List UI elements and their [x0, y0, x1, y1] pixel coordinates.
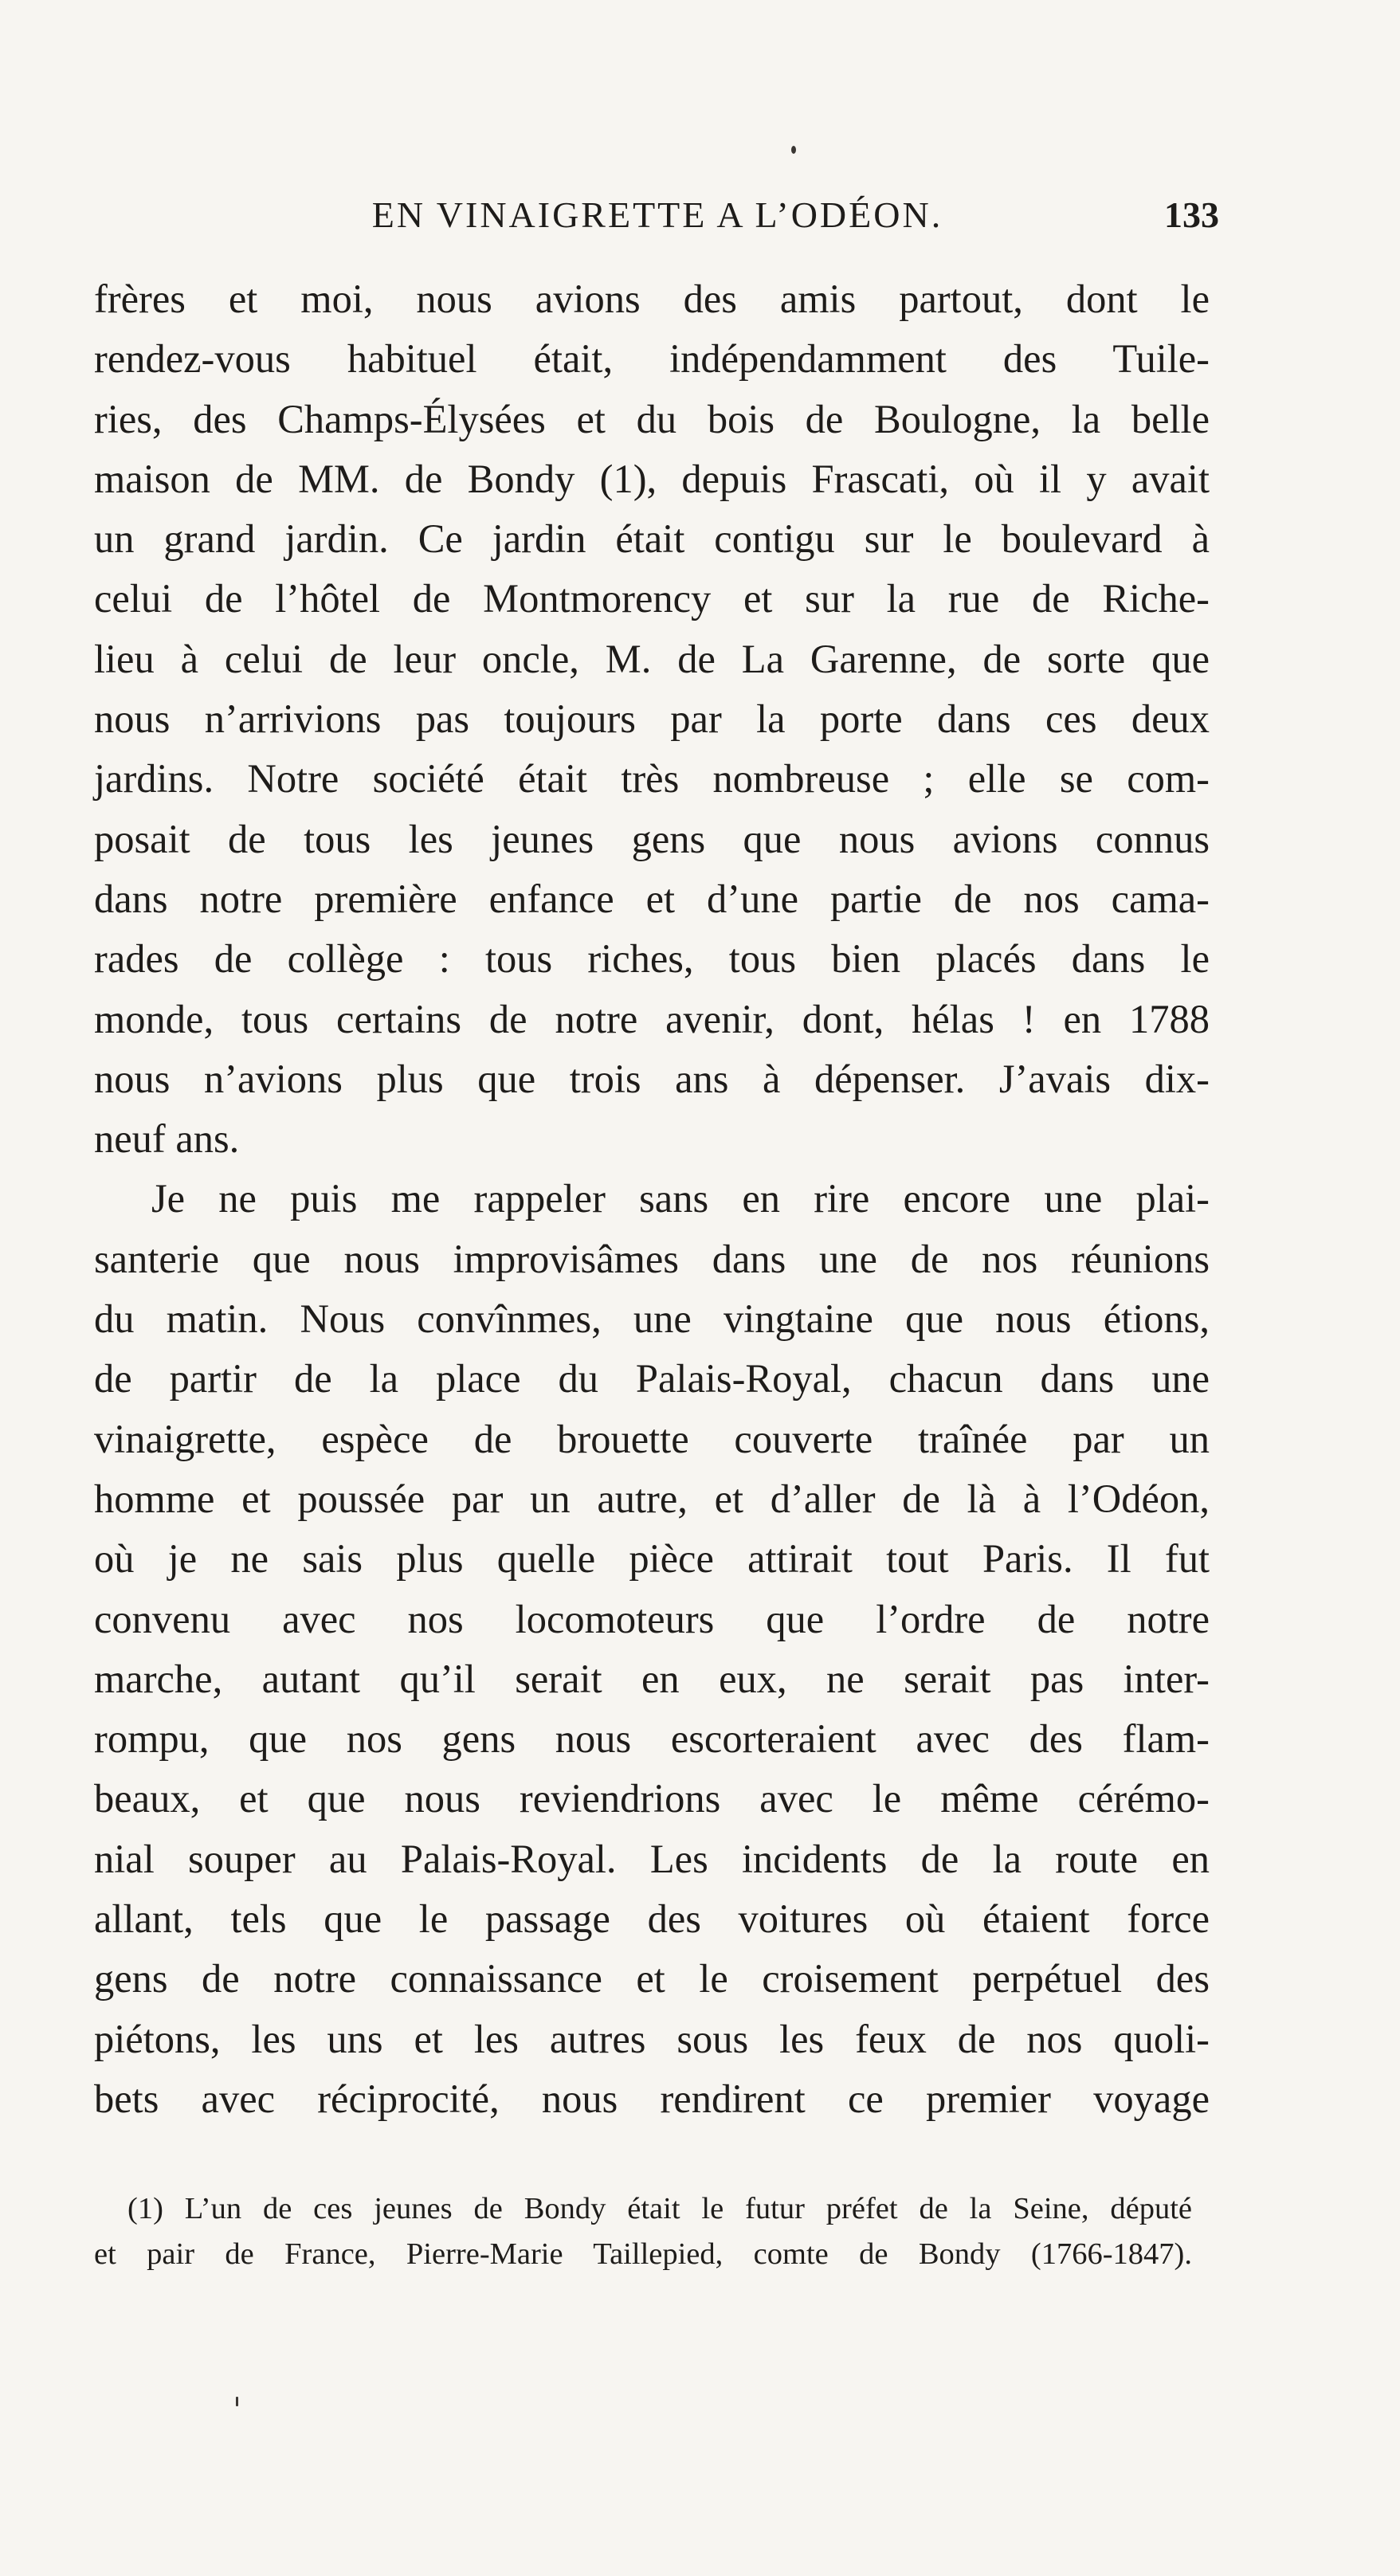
- text-line: lieu à celui de leur oncle, M. de La Garenne, de sorte que: [94, 636, 1210, 681]
- text-line: posait de tous les jeunes gens que nous avions connus: [94, 816, 1210, 861]
- text-line: ries, des Champs-Élysées et du bois de Boulogne, la belle: [94, 396, 1210, 441]
- text-line: jardins. Notre société était très nombreuse ; elle se com-: [94, 756, 1210, 802]
- text-line: de partir de la place du Palais-Royal, chacun dans une: [94, 1356, 1210, 1402]
- text-line: rades de collège : tous riches, tous bien placés dans le: [94, 936, 1210, 982]
- text-line: piétons, les uns et les autres sous les feux de nos quoli-: [94, 2016, 1210, 2061]
- text-line: monde, tous certains de notre avenir, dont, hélas ! en 1788: [94, 996, 1210, 1041]
- running-head: [96, 191, 1219, 239]
- running-title: EN VINAIGRETTE A L’ODÉON.: [371, 194, 943, 235]
- page-number: 133: [1164, 194, 1219, 235]
- ink-speck: [236, 2397, 238, 2406]
- text-line: un grand jardin. Ce jardin était contigu sur le boulevard à: [94, 516, 1210, 562]
- text-line: allant, tels que le passage des voitures où étaient force: [94, 1896, 1210, 1942]
- text-line: vinaigrette, espèce de brouette couverte traînée par un: [94, 1416, 1210, 1461]
- text-line: bets avec réciprocité, nous rendirent ce premier voyage: [94, 2076, 1210, 2121]
- ink-speck: [791, 146, 796, 154]
- text-line: du matin. Nous convînmes, une vingtaine que nous étions,: [94, 1296, 1210, 1342]
- text-line: marche, autant qu’il serait en eux, ne serait pas inter-: [94, 1656, 1210, 1701]
- text-line: nial souper au Palais-Royal. Les incidents de la route en: [94, 1836, 1210, 1881]
- text-line: nous n’arrivions pas toujours par la porte dans ces deux: [94, 696, 1210, 742]
- text-line: homme et poussée par un autre, et d’aller de là à l’Odéon,: [94, 1476, 1210, 1521]
- text-line: santerie que nous improvisâmes dans une de nos réunions: [94, 1236, 1210, 1281]
- text-line: frères et moi, nous avions des amis partout, dont le: [94, 276, 1210, 321]
- text-line: rendez-vous habituel était, indépendamment des Tuile-: [94, 336, 1210, 382]
- text-line: convenu avec nos locomoteurs que l’ordre de notre: [94, 1596, 1210, 1641]
- footnote: [94, 2186, 1192, 2277]
- paragraph-first-line: Je ne puis me rappeler sans en rire encore une plai-: [151, 1176, 1210, 1221]
- text-line: celui de l’hôtel de Montmorency et sur la rue de Riche-: [94, 576, 1210, 621]
- paragraph-end-line: neuf ans.: [94, 1116, 240, 1162]
- footnote-line: (1) L’un de ces jeunes de Bondy était le futur préfet de la Seine, député: [127, 2192, 1192, 2225]
- text-line: dans notre première enfance et d’une partie de nos cama-: [94, 876, 1210, 921]
- text-line: maison de MM. de Bondy (1), depuis Frascati, où il y avait: [94, 456, 1210, 501]
- text-line: où je ne sais plus quelle pièce attirait tout Paris. Il fut: [94, 1536, 1210, 1582]
- text-line: nous n’avions plus que trois ans à dépenser. J’avais dix-: [94, 1056, 1210, 1101]
- footnote-line: et pair de France, Pierre-Marie Taillepied, comte de Bondy (1766-1847).: [94, 2237, 1192, 2271]
- text-line: beaux, et que nous reviendrions avec le même cérémo-: [94, 1776, 1210, 1821]
- body-text: [94, 269, 1210, 2129]
- text-line: gens de notre connaissance et le croisement perpétuel des: [94, 1956, 1210, 2002]
- text-line: rompu, que nos gens nous escorteraient avec des flam-: [94, 1716, 1210, 1762]
